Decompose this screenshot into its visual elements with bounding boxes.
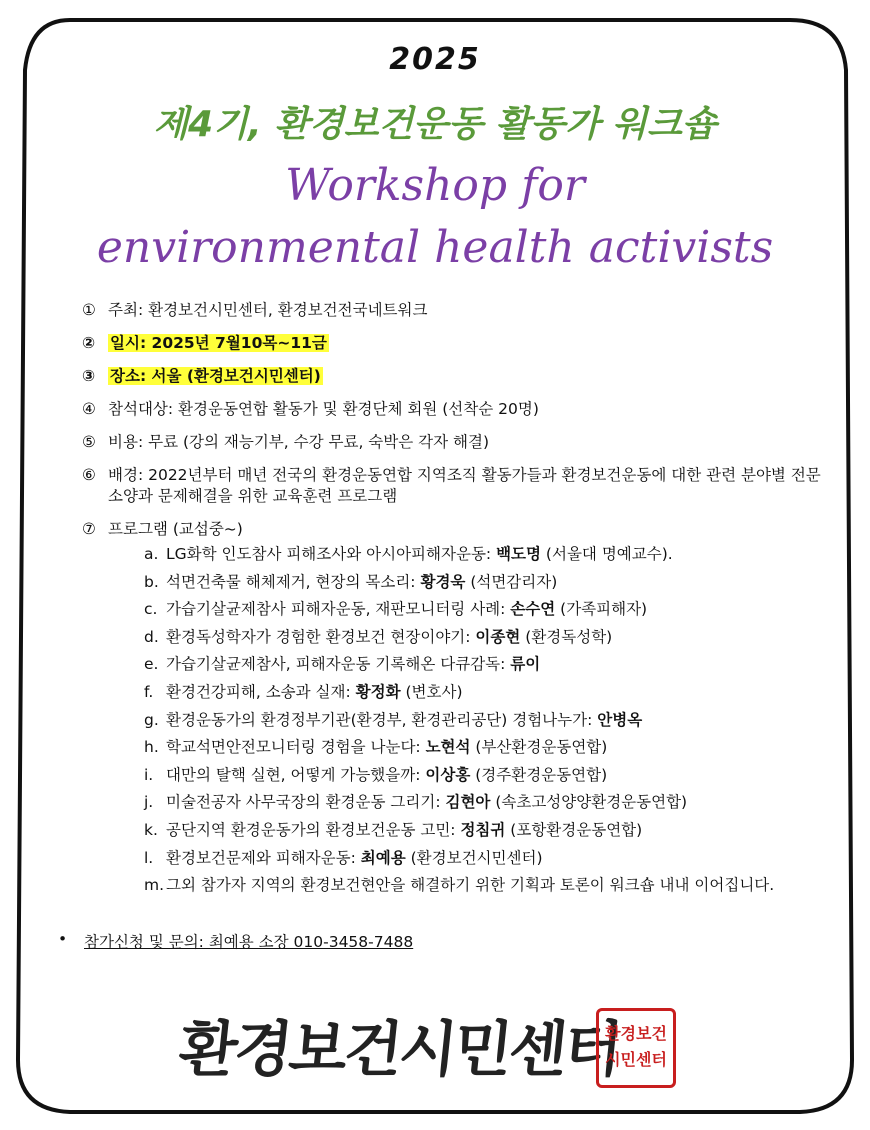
list-item	[144, 710, 822, 730]
item-letter: m.	[144, 876, 165, 895]
item-number: ③	[82, 367, 96, 385]
speaker-name: 정침귀	[460, 820, 506, 839]
list-item	[144, 820, 822, 840]
contact-line	[58, 930, 413, 952]
item-letter: f.	[144, 682, 154, 701]
info-background	[82, 465, 822, 507]
list-item	[144, 627, 822, 647]
list-item	[144, 875, 822, 895]
info-label: 비용:	[108, 433, 144, 451]
info-label: 배경:	[108, 466, 144, 484]
list-item	[144, 599, 822, 619]
session-topic: 대만의 탈핵 실현, 어떻게 가능했을까:	[166, 765, 426, 784]
list-item	[144, 682, 822, 702]
info-cost	[82, 432, 822, 453]
item-letter: a.	[144, 545, 159, 563]
speaker-affiliation: (환경보건시민센터)	[405, 848, 543, 867]
speaker-name: 안병옥	[597, 710, 643, 729]
info-value: 환경운동연합 활동가 및 환경단체 회원 (선착순 20명)	[173, 400, 539, 418]
title-korean: 제4기, 환경보건운동 활동가 워크숍	[153, 104, 717, 145]
speaker-affiliation: (서울대 명예교수).	[541, 545, 673, 563]
item-number: ②	[82, 334, 96, 352]
speaker-name: 이상홍	[425, 765, 471, 784]
date-highlight: 일시: 2025년 7월10목~11금	[110, 334, 327, 352]
session-topic: 공단지역 환경운동가의 환경보건운동 고민:	[166, 820, 461, 839]
speaker-name: 류이	[510, 655, 541, 674]
org-logo: 환경보건시민센터	[175, 1015, 623, 1085]
title-english-line2: environmental health activists	[96, 222, 774, 273]
info-list	[82, 300, 822, 903]
speaker-name: 백도명	[496, 545, 541, 563]
speaker-name: 노현석	[425, 738, 471, 757]
program-list	[82, 544, 822, 895]
speaker-affiliation: (가족피해자)	[555, 600, 648, 619]
speaker-affiliation: (변호사)	[400, 682, 463, 701]
contact-text: 참가신청 및 문의: 최예용 소장 010-3458-7488	[84, 933, 414, 951]
info-value: 환경보건시민센터, 환경보건전국네트워크	[143, 301, 428, 319]
venue-highlight: 장소: 서울 (환경보건시민센터)	[110, 367, 321, 385]
info-program	[82, 519, 822, 540]
info-date	[82, 333, 822, 354]
list-item	[144, 792, 822, 812]
list-item	[144, 765, 822, 785]
session-topic: 미술전공자 사무국장의 환경운동 그리기:	[166, 793, 446, 812]
info-value: 2022년부터 매년 전국의 환경운동연합 지역조직 활동가들과 환경보건운동에 대한 관련 분야별 전문소양과 문제해결을 위한 교육훈련 프로그램	[108, 466, 821, 505]
item-number: ①	[82, 301, 96, 319]
item-number: ⑦	[82, 520, 96, 538]
speaker-name: 김현아	[445, 793, 491, 812]
info-label: 참석대상:	[108, 400, 174, 418]
speaker-affiliation: (부산환경운동연합)	[470, 738, 608, 757]
list-item	[144, 544, 822, 564]
item-letter: k.	[144, 820, 158, 839]
title-english-line1: Workshop for	[285, 160, 585, 211]
item-letter: b.	[144, 572, 159, 591]
item-letter: h.	[144, 738, 159, 757]
info-value: (교섭중~)	[167, 520, 243, 538]
year-heading: 2025	[389, 42, 481, 77]
bullet-icon: •	[58, 930, 68, 948]
speaker-name: 손수연	[510, 600, 556, 619]
list-item	[144, 572, 822, 592]
item-letter: g.	[144, 710, 159, 729]
session-topic: 가습기살균제참사, 피해자운동 기록해온 다큐감독:	[166, 655, 511, 674]
info-venue	[82, 366, 822, 387]
session-topic: 석면건축물 해체제거, 현장의 목소리:	[166, 572, 421, 591]
item-number: ⑥	[82, 466, 96, 484]
speaker-name: 최예용	[360, 848, 406, 867]
item-letter: l.	[144, 848, 154, 867]
org-seal	[596, 1008, 676, 1088]
list-item	[144, 654, 822, 674]
list-item	[144, 848, 822, 868]
speaker-affiliation: (속초고성양양환경운동연합)	[490, 793, 688, 812]
session-topic: 환경운동가의 환경정부기관(환경부, 환경관리공단) 경험나누가:	[166, 710, 598, 729]
item-number: ④	[82, 400, 96, 418]
session-topic: 가습기살균제참사 피해자운동, 재판모니터링 사례:	[166, 600, 511, 619]
speaker-affiliation: (포항환경운동연합)	[505, 820, 643, 839]
speaker-affiliation: (경주환경운동연합)	[470, 765, 608, 784]
session-topic: 환경건강피해, 소송과 실재:	[166, 682, 356, 701]
session-topic: 환경독성학자가 경험한 환경보건 현장이야기:	[166, 627, 476, 646]
list-item	[144, 737, 822, 757]
seal-line2: 시민센터	[605, 1050, 667, 1069]
info-host	[82, 300, 822, 321]
seal-line1: 환경보건	[605, 1024, 667, 1043]
speaker-name: 황경욱	[420, 572, 466, 591]
speaker-affiliation: (환경독성학)	[520, 627, 613, 646]
item-letter: c.	[144, 600, 158, 619]
speaker-name: 이종현	[475, 627, 521, 646]
session-topic: 그외 참가자 지역의 환경보건현안을 해결하기 위한 기획과 토론이 워크숍 내내 이어집니다.	[166, 876, 775, 895]
item-letter: e.	[144, 655, 159, 674]
info-label: 프로그램	[108, 520, 168, 538]
item-number: ⑤	[82, 433, 96, 451]
info-value: 무료 (강의 재능기부, 수강 무료, 숙박은 각자 해결)	[143, 433, 490, 451]
speaker-affiliation: (석면감리자)	[465, 572, 558, 591]
item-letter: j.	[144, 793, 154, 812]
session-topic: 학교석면안전모니터링 경험을 나눈다:	[166, 738, 426, 757]
item-letter: i.	[144, 765, 154, 784]
info-label: 주최:	[108, 301, 144, 319]
item-letter: d.	[144, 627, 159, 646]
info-participants	[82, 399, 822, 420]
speaker-name: 황정화	[355, 682, 401, 701]
session-topic: LG화학 인도참사 피해조사와 아시아피해자운동:	[166, 545, 497, 563]
session-topic: 환경보건문제와 피해자운동:	[166, 848, 361, 867]
